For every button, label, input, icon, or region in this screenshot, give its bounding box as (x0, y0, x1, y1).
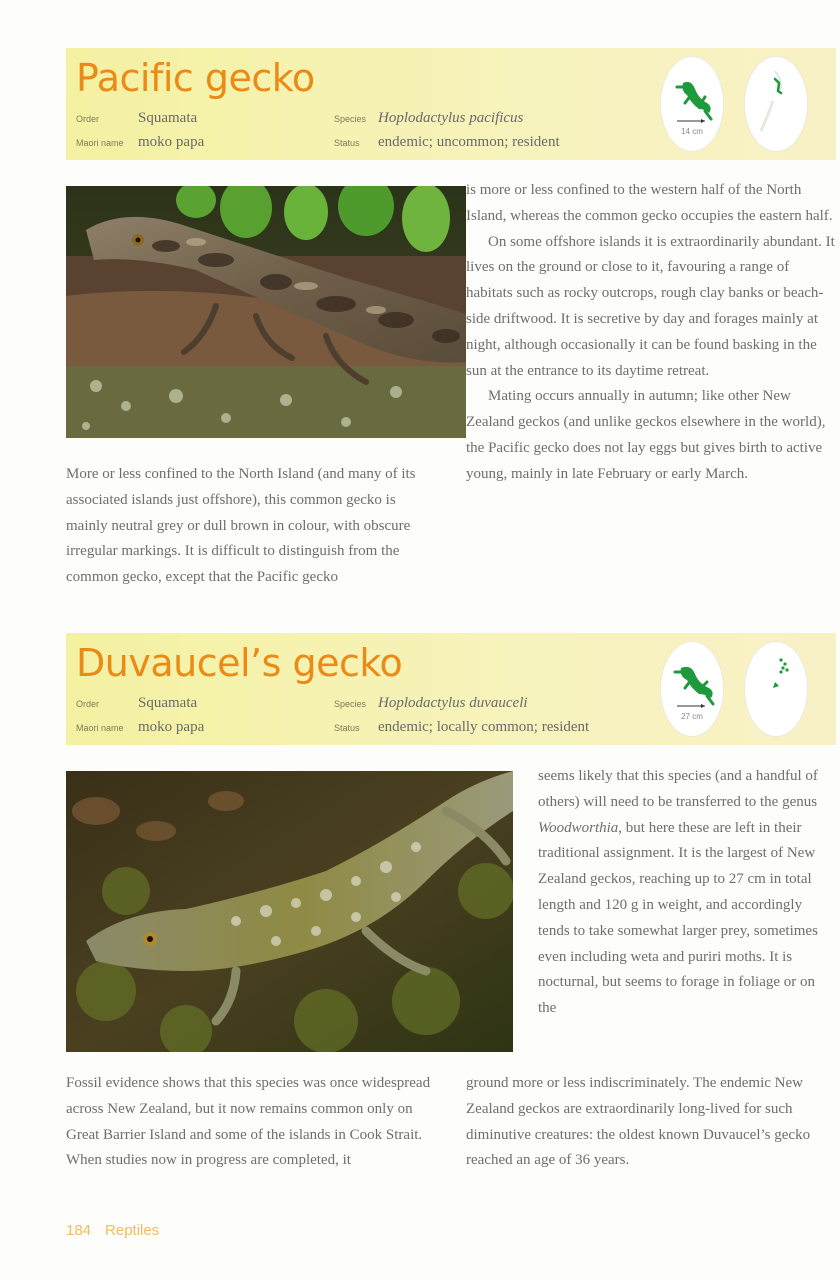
size-label: 27 cm (681, 712, 703, 721)
order-label: Order (76, 699, 100, 709)
gecko-silhouette-icon (661, 642, 723, 736)
gecko-silhouette-icon (661, 57, 723, 151)
maori-label: Maori name (76, 723, 124, 733)
pacific-gecko-photo (66, 186, 466, 438)
species-value: Hoplodactylus duvauceli (378, 695, 528, 711)
species-value: Hoplodactylus pacificus (378, 110, 524, 126)
section-name: Reptiles (105, 1222, 160, 1239)
paragraph: Mating occurs annually in autumn; like other New Zealand geckos (and unlike geckos elsewhere in the world), the Pacific gecko does not lay eggs but gives birth to active young, mainly in late February or early March. (466, 388, 826, 482)
maori-label: Maori name (76, 138, 124, 148)
species-title: Pacific gecko (76, 56, 315, 100)
size-oval (660, 56, 724, 152)
page-footer (66, 1222, 173, 1239)
size-label: 14 cm (681, 127, 703, 136)
nz-map-icon (745, 642, 807, 736)
paragraph: On some offshore islands it is extraordinarily abundant. It lives on the ground or close to it, favouring a range of habitats such as rocky outcrops, rough clay banks or beach-side driftwood. It is secretive by day and forages mainly at night, although occasionally it can be found basking in the sun at the entrance to its daytime retreat. (466, 233, 835, 379)
paragraph: is more or less confined to the western half of the North Island, whereas the common gecko occupies the eastern half. (466, 182, 833, 224)
text-run: , but here these are left in their traditional assignment. It is the largest of New Zealand geckos, reaching up to 27 cm in total length and 120 g in weight, and accordingly tends to take somewhat larger prey, sometimes even including weta and puriri moths. It is nocturnal, but seems to forage in foliage or on the (538, 819, 818, 1017)
maori-value: moko papa (138, 134, 205, 150)
species-label: Species (334, 114, 367, 124)
duvaucel-text-left (66, 1071, 438, 1174)
duvaucel-text-right (538, 764, 820, 1022)
pacific-text-right (466, 178, 838, 488)
paragraph (538, 764, 820, 1022)
distribution-map (744, 641, 808, 737)
species-header-pacific (66, 48, 836, 160)
maori-value: moko papa (138, 719, 205, 735)
nz-map-icon (745, 57, 807, 151)
status-value: endemic; uncommon; resident (378, 134, 560, 150)
genus-name: Woodworthia (538, 819, 619, 836)
order-label: Order (76, 114, 100, 124)
status-value: endemic; locally common; resident (378, 719, 590, 735)
paragraph: More or less confined to the North Island (and many of its associated islands just offshore), this common gecko is mainly neutral grey or dull brown in colour, with obscure irregular markings. It is difficult to distinguish from the common gecko, except that the Pacific gecko (66, 466, 416, 586)
species-title: Duvaucel’s gecko (76, 641, 403, 685)
status-label: Status (334, 723, 360, 733)
text-run: seems likely that this species (and a handful of others) will need to be transferred to the genus (538, 768, 818, 810)
paragraph: ground more or less indiscriminately. The endemic New Zealand geckos are extraordinarily long-lived for such diminutive creatures: the oldest known Duvaucel’s gecko reached an age of 36 years. (466, 1075, 811, 1169)
paragraph: Fossil evidence shows that this species was once widespread across New Zealand, but it now remains common only on Great Barrier Island and some of the islands in Cook Strait. When studies now in progress are completed, it (66, 1075, 431, 1169)
status-label: Status (334, 138, 360, 148)
duvaucel-text-bottom-right (466, 1071, 838, 1174)
page-number: 184 (66, 1222, 92, 1239)
size-oval (660, 641, 724, 737)
order-value: Squamata (138, 110, 198, 126)
species-header-duvaucel (66, 633, 836, 745)
order-value: Squamata (138, 695, 198, 711)
distribution-map (744, 56, 808, 152)
duvaucel-gecko-photo (66, 771, 513, 1052)
species-label: Species (334, 699, 367, 709)
pacific-text-left (66, 462, 438, 591)
